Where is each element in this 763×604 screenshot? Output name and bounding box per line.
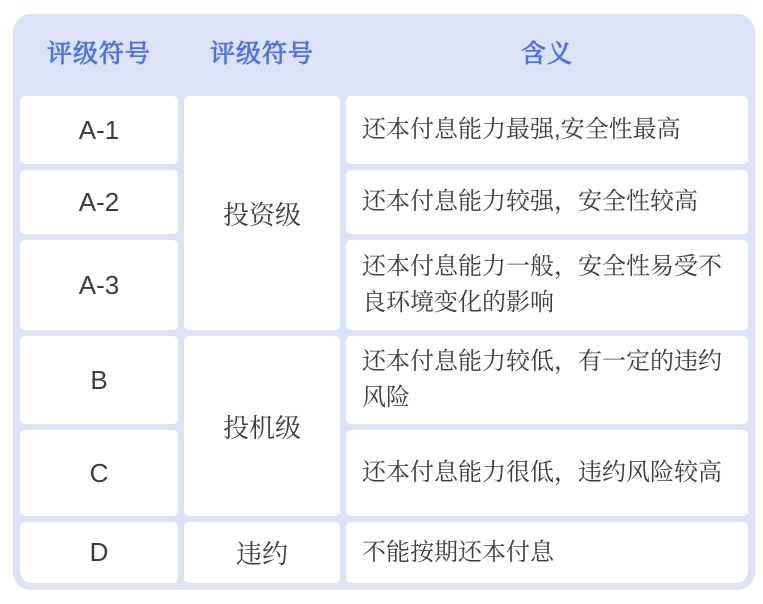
symbol-cell-d: D: [20, 522, 178, 583]
symbol-cell-a1: A-1: [20, 96, 178, 164]
grade-cell-investment: 投资级: [184, 96, 340, 330]
meaning-cell-a2: 还本付息能力较强，安全性较高: [346, 170, 748, 234]
meaning-cell-d: 不能按期还本付息: [346, 522, 748, 583]
rating-table: [20, 14, 748, 583]
symbol-cell-a3: A-3: [20, 240, 178, 330]
meaning-cell-a3: 还本付息能力一般，安全性易受不良环境变化的影响: [346, 240, 748, 330]
grade-cell-speculative: 投机级: [184, 336, 340, 516]
meaning-cell-c: 还本付息能力很低，违约风险较高: [346, 430, 748, 516]
column-header-meaning: 含义: [520, 40, 573, 68]
meaning-cell-a1: 还本付息能力最强,安全性最高: [346, 96, 748, 164]
symbol-cell-a2: A-2: [20, 170, 178, 234]
column-header-rating-symbol: 评级符号: [46, 40, 151, 68]
grade-cell-default: 违约: [184, 522, 340, 583]
column-header-rating-grade: 评级符号: [209, 40, 314, 68]
meaning-cell-b: 还本付息能力较低，有一定的违约风险: [346, 336, 748, 424]
rating-table-card: [13, 14, 755, 590]
symbol-cell-b: B: [20, 336, 178, 424]
symbol-cell-c: C: [20, 430, 178, 516]
